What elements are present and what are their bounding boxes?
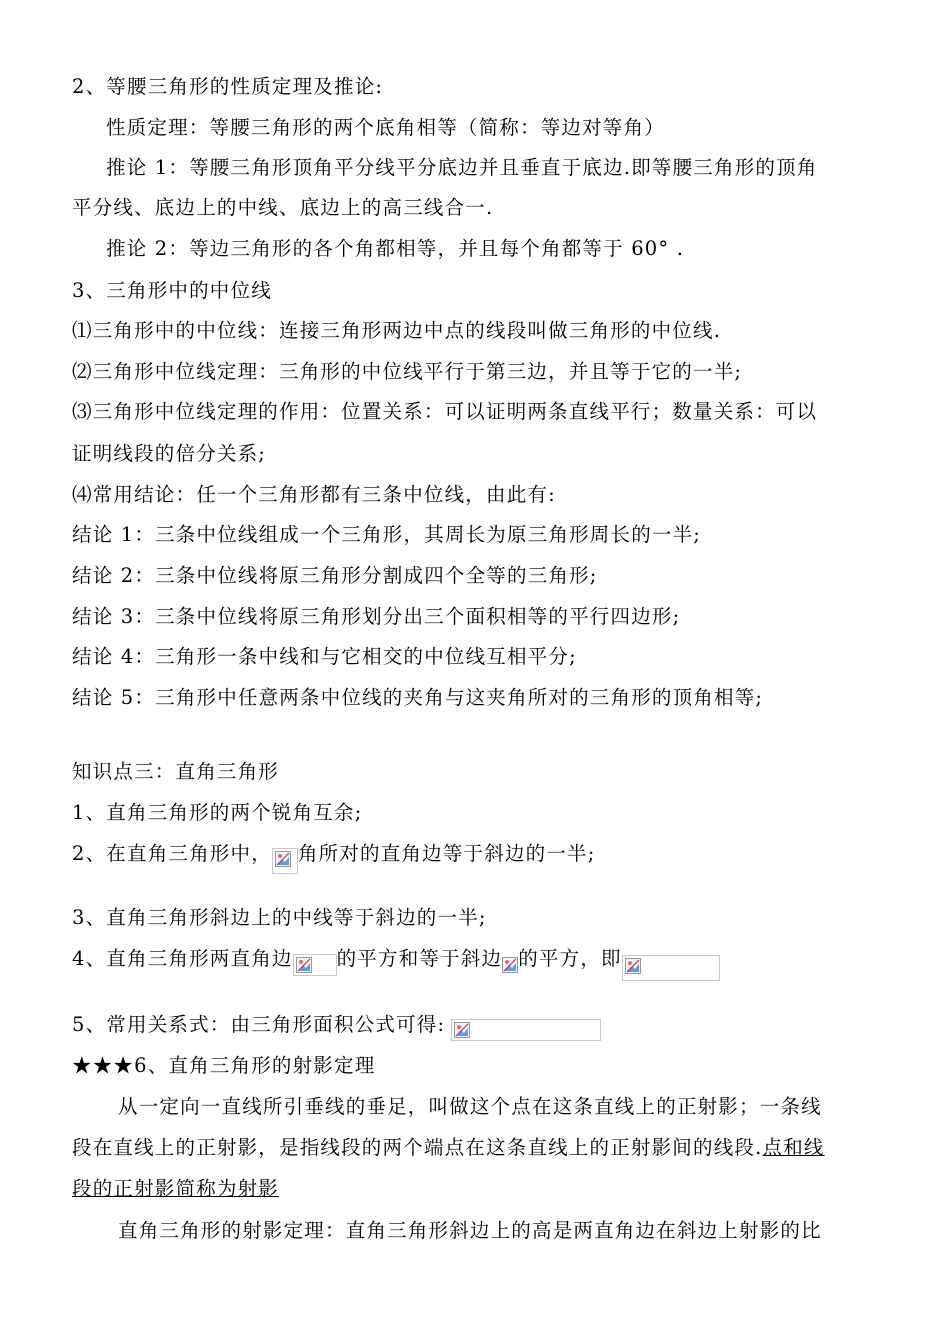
point-4-text-b: 的平方和等于斜边 xyxy=(336,947,503,970)
common-conclusions-intro: ⑷常用结论：任一个三角形都有三条中位线，由此有: xyxy=(72,483,556,506)
right-triangle-point-2 xyxy=(72,839,596,869)
right-triangle-point-4 xyxy=(72,944,720,974)
point-2-text-b: 角所对的直角边等于斜边的一半; xyxy=(297,842,596,865)
broken-image-icon xyxy=(275,851,291,867)
broken-image-icon xyxy=(502,957,518,973)
right-triangle-point-3: 3、直角三角形斜边上的中线等于斜边的一半; xyxy=(72,906,487,929)
corollary-1-line-1: 推论 1：等腰三角形顶角平分线平分底边并且垂直于底边.即等腰三角形的顶角 xyxy=(106,156,818,179)
projection-text: 段在直线上的正射影，是指线段的两个端点在这条直线上的正射影间的线段. xyxy=(72,1136,763,1159)
section-3-title: 3、三角形中的中位线 xyxy=(72,279,272,302)
corollary-1-line-2: 平分线、底边上的中线、底边上的高三线合一. xyxy=(72,196,494,219)
right-triangle-point-1: 1、直角三角形的两个锐角互余; xyxy=(72,801,363,824)
midline-definition: ⑴三角形中的中位线：连接三角形两边中点的线段叫做三角形的中位线. xyxy=(72,319,722,342)
midline-theorem: ⑵三角形中位线定理：三角形的中位线平行于第三边，并且等于它的一半; xyxy=(72,360,743,383)
right-triangle-point-5 xyxy=(72,1010,601,1040)
projection-definition-line-3: 段的正射影简称为射影 xyxy=(72,1177,280,1200)
broken-image-icon xyxy=(454,1022,470,1038)
midline-usage-line-2: 证明线段的倍分关系; xyxy=(72,442,267,465)
point-4-text-a: 4、直角三角形两直角边 xyxy=(72,947,293,970)
conclusion-item: 结论 2：三条中位线将原三角形分割成四个全等的三角形; xyxy=(72,564,598,587)
isosceles-property: 性质定理：等腰三角形的两个底角相等（简称：等边对等角） xyxy=(106,116,665,139)
projection-definition-line-2 xyxy=(72,1133,825,1163)
conclusion-item: 结论 1：三条中位线组成一个三角形，其周长为原三角形周长的一半; xyxy=(72,523,702,546)
broken-image-icon xyxy=(625,958,641,974)
point-5-text: 5、常用关系式：由三角形面积公式可得: xyxy=(72,1013,446,1036)
corollary-2: 推论 2：等边三角形的各个角都相等，并且每个角都等于 60° . xyxy=(106,237,685,260)
point-2-text-a: 2、在直角三角形中， xyxy=(72,842,272,865)
section-2-title: 2、等腰三角形的性质定理及推论: xyxy=(72,75,384,98)
formula-image xyxy=(293,954,337,976)
formula-image xyxy=(622,955,720,981)
formula-image xyxy=(272,848,298,874)
projection-theorem-title: ★★★6、直角三角形的射影定理 xyxy=(72,1054,376,1077)
projection-underlined-text: 点和线 xyxy=(762,1136,825,1159)
midline-usage-line-1: ⑶三角形中位线定理的作用：位置关系：可以证明两条直线平行；数量关系：可以 xyxy=(72,400,818,423)
point-4-text-c: 的平方，即 xyxy=(518,947,622,970)
projection-theorem-statement: 直角三角形的射影定理：直角三角形斜边上的高是两直角边在斜边上射影的比 xyxy=(118,1219,822,1242)
formula-image xyxy=(451,1019,601,1041)
broken-image-icon xyxy=(296,957,312,973)
conclusion-item: 结论 3：三条中位线将原三角形划分出三个面积相等的平行四边形; xyxy=(72,605,681,628)
conclusion-item: 结论 5：三角形中任意两条中位线的夹角与这夹角所对的三角形的顶角相等; xyxy=(72,686,764,709)
projection-definition-line-1: 从一定向一直线所引垂线的垂足，叫做这个点在这条直线上的正射影；一条线 xyxy=(118,1095,822,1118)
formula-image xyxy=(502,956,518,974)
knowledge-3-title: 知识点三：直角三角形 xyxy=(72,760,280,783)
conclusion-item: 结论 4：三角形一条中线和与它相交的中位线互相平分; xyxy=(72,645,577,668)
